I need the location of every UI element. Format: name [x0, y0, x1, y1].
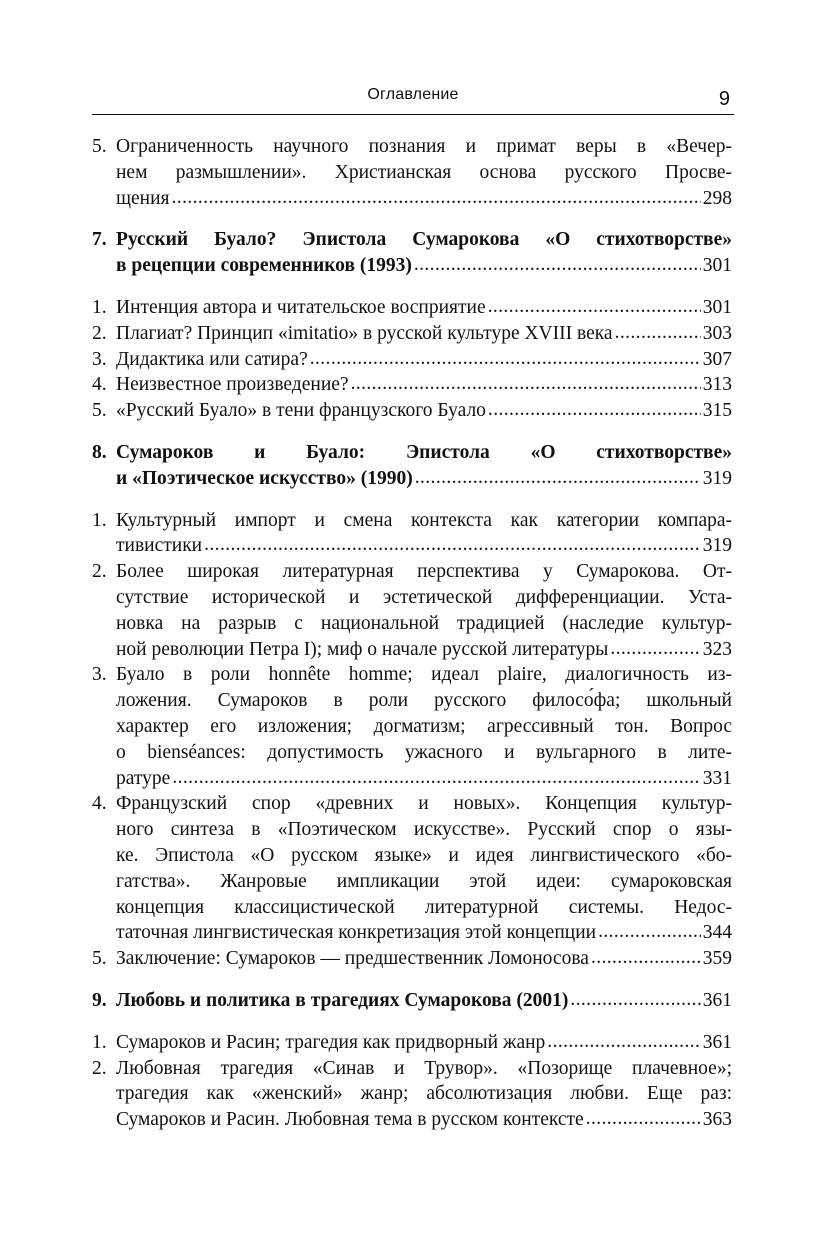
dot-leader [591, 945, 701, 971]
section-entry [92, 1030, 732, 1056]
title-line: Любовная трагедия «Синав и Трувор». «Позорище плачевное»; [116, 1057, 732, 1079]
title-line: ке. Эпистола «О русском языке» и идея лингвистического «бо- [116, 844, 732, 866]
chapter-entry [92, 227, 732, 279]
entry-page-number: 319 [702, 467, 732, 489]
title-last-line [116, 1030, 732, 1056]
section-number: 3. [92, 664, 107, 686]
running-header [92, 84, 734, 115]
entry-page-number: 361 [702, 1031, 732, 1053]
section-number: 5. [92, 948, 107, 970]
section-title [116, 559, 732, 662]
section-number: 2. [92, 561, 107, 583]
dot-leader [598, 919, 701, 945]
section-entry [92, 508, 732, 560]
title-last-line [116, 920, 732, 946]
title-last-line [116, 295, 732, 321]
section-number: 4. [92, 793, 107, 815]
entry-page-number: 361 [702, 989, 732, 1011]
title-line: Более широкая литературная перспектива у Сумарокова. От- [116, 561, 732, 583]
section-entry [92, 134, 732, 211]
title-line: Французский спор «древних и новых». Концепция культур- [116, 793, 732, 815]
title-line: Русский Буало? Эпистола Сумарокова «О стихотворстве» [116, 229, 732, 251]
title-last-line [116, 766, 732, 792]
chapter-entry [92, 988, 732, 1014]
title-line: таточная лингвистическая конкретизация этой концепции [116, 922, 597, 944]
section-title [116, 347, 732, 373]
section-title [116, 372, 732, 398]
section-entry [92, 662, 732, 791]
title-line: Ограниченность научного познания и примат веры в «Вечер- [116, 136, 732, 157]
entry-page-number: 344 [702, 922, 732, 944]
title-last-line [116, 946, 732, 972]
title-line: «Русский Буало» в тени французского Буало [116, 400, 486, 422]
title-line: гатства». Жанровые импликации этой идеи: сумароковская [116, 870, 732, 892]
title-line: Сумароков и Расин; трагедия как придворный жанр [116, 1031, 546, 1053]
title-line: Плагиат? Принцип «imitatio» в русской культуре XVIII века [116, 322, 613, 344]
chapter-number: 7. [92, 229, 107, 251]
section-list [92, 295, 732, 424]
title-line: концепция классицистической литературной системы. Недос- [116, 896, 732, 918]
entry-page-number: 303 [702, 322, 732, 344]
entry-page-number: 319 [702, 535, 732, 557]
dot-leader [488, 294, 701, 320]
section-entry [92, 559, 732, 662]
section-entry [92, 295, 732, 321]
title-line: новка на разрыв с национальной традицией (наследие культур- [116, 612, 732, 634]
section-number: 4. [92, 374, 107, 396]
dot-leader [172, 765, 700, 791]
title-line: тивистики [116, 535, 203, 557]
section-number: 2. [92, 322, 107, 344]
title-line: Интенция автора и читательское восприятие [116, 296, 486, 318]
title-last-line [116, 533, 732, 559]
table-of-contents [92, 134, 732, 1133]
section-title [116, 134, 732, 211]
chapter-heading-block [92, 988, 732, 1014]
section-entry [92, 321, 732, 347]
title-line: щения [116, 187, 170, 209]
chapter-heading-block [92, 227, 732, 279]
section-title [116, 1056, 732, 1133]
page-number: 9 [718, 88, 730, 110]
dot-leader [415, 465, 701, 491]
title-last-line [116, 347, 732, 373]
title-last-line [116, 186, 732, 212]
title-line: ратуре [116, 767, 171, 789]
dot-leader [488, 397, 701, 423]
section-title [116, 791, 732, 946]
title-last-line [116, 321, 732, 347]
entry-page-number: 315 [702, 400, 732, 422]
section-number: 3. [92, 348, 107, 370]
title-line: и «Поэтическое искусство» (1990) [116, 467, 413, 489]
dot-leader [615, 320, 701, 346]
section-entry [92, 791, 732, 946]
entry-page-number: 323 [702, 638, 732, 660]
title-line: о bienséances: допустимость ужасного и вульгарного в лите- [116, 741, 732, 763]
section-entry [92, 946, 732, 972]
entry-page-number: 301 [702, 296, 732, 318]
title-last-line [116, 398, 732, 424]
entry-page-number: 298 [702, 187, 732, 209]
title-line: Заключение: Сумароков — предшественник Ломоносова [116, 948, 589, 970]
chapter-title [116, 227, 732, 279]
section-entry [92, 372, 732, 398]
dot-leader [610, 636, 700, 662]
dot-leader [414, 252, 701, 278]
chapter-heading-block [92, 440, 732, 492]
title-line: Культурный импорт и смена контекста как категории компара- [116, 509, 732, 531]
entry-page-number: 363 [702, 1109, 732, 1131]
dot-leader [172, 185, 701, 211]
section-entry [92, 1056, 732, 1133]
entry-page-number: 359 [702, 948, 732, 970]
dot-leader [351, 371, 701, 397]
title-line: Сумароков и Расин. Любовная тема в русском контексте [116, 1109, 584, 1131]
title-last-line [116, 253, 732, 279]
entry-page-number: 331 [702, 767, 732, 789]
chapter-number: 8. [92, 441, 107, 463]
section-entry [92, 347, 732, 373]
section-number: 1. [92, 1031, 107, 1053]
section-title [116, 295, 732, 321]
section-title [116, 508, 732, 560]
section-list [92, 1030, 732, 1133]
title-line: Любовь и политика в трагедиях Сумарокова (2001) [116, 989, 569, 1011]
section-number: 5. [92, 136, 107, 157]
dot-leader [310, 346, 701, 372]
section-list [92, 134, 732, 211]
title-last-line [116, 988, 732, 1014]
title-line: характер его изложения; догматизм; агрессивный тон. Вопрос [116, 715, 732, 737]
entry-page-number: 301 [702, 255, 732, 277]
title-line: ной революции Петра I); миф о начале русской литературы [116, 638, 609, 660]
chapter-entry [92, 440, 732, 492]
running-header-title: Оглавление [367, 86, 459, 103]
title-last-line [116, 372, 732, 398]
section-number: 1. [92, 509, 107, 531]
section-title [116, 662, 732, 791]
section-number: 5. [92, 400, 107, 422]
entry-page-number: 307 [702, 348, 732, 370]
section-title [116, 1030, 732, 1056]
title-line: Неизвестное произведение? [116, 374, 349, 396]
title-line: нем размышлении». Христианская основа русского Просве- [116, 161, 732, 183]
title-last-line [116, 637, 732, 663]
entry-page-number: 313 [702, 374, 732, 396]
section-number: 2. [92, 1057, 107, 1079]
dot-leader [586, 1106, 701, 1132]
title-line: Буало в роли honnête homme; идеал plaire, диалогичность из- [116, 664, 732, 686]
section-number: 1. [92, 296, 107, 318]
title-line: в рецепции современников (1993) [116, 255, 412, 277]
title-line: ного синтеза в «Поэтическом искусстве». Русский спор о язы- [116, 819, 732, 841]
title-line: Дидактика или сатира? [116, 348, 308, 370]
section-title [116, 321, 732, 347]
title-line: ложения. Сумароков в роли русского филосо́фа; школьный [116, 690, 732, 712]
title-last-line [116, 1107, 732, 1133]
chapter-title [116, 440, 732, 492]
title-line: сутствие исторической и эстетической дифференциации. Уста- [116, 586, 732, 608]
title-last-line [116, 466, 732, 492]
section-title [116, 946, 732, 972]
dot-leader [570, 987, 700, 1013]
section-title [116, 398, 732, 424]
section-list [92, 508, 732, 972]
chapter-title [116, 988, 732, 1014]
title-line: трагедия как «женский» жанр; абсолютизация любви. Еще раз: [116, 1083, 732, 1105]
dot-leader [204, 532, 701, 558]
dot-leader [547, 1029, 700, 1055]
title-line: Сумароков и Буало: Эпистола «О стихотворстве» [116, 441, 732, 463]
section-entry [92, 398, 732, 424]
chapter-number: 9. [92, 989, 107, 1011]
